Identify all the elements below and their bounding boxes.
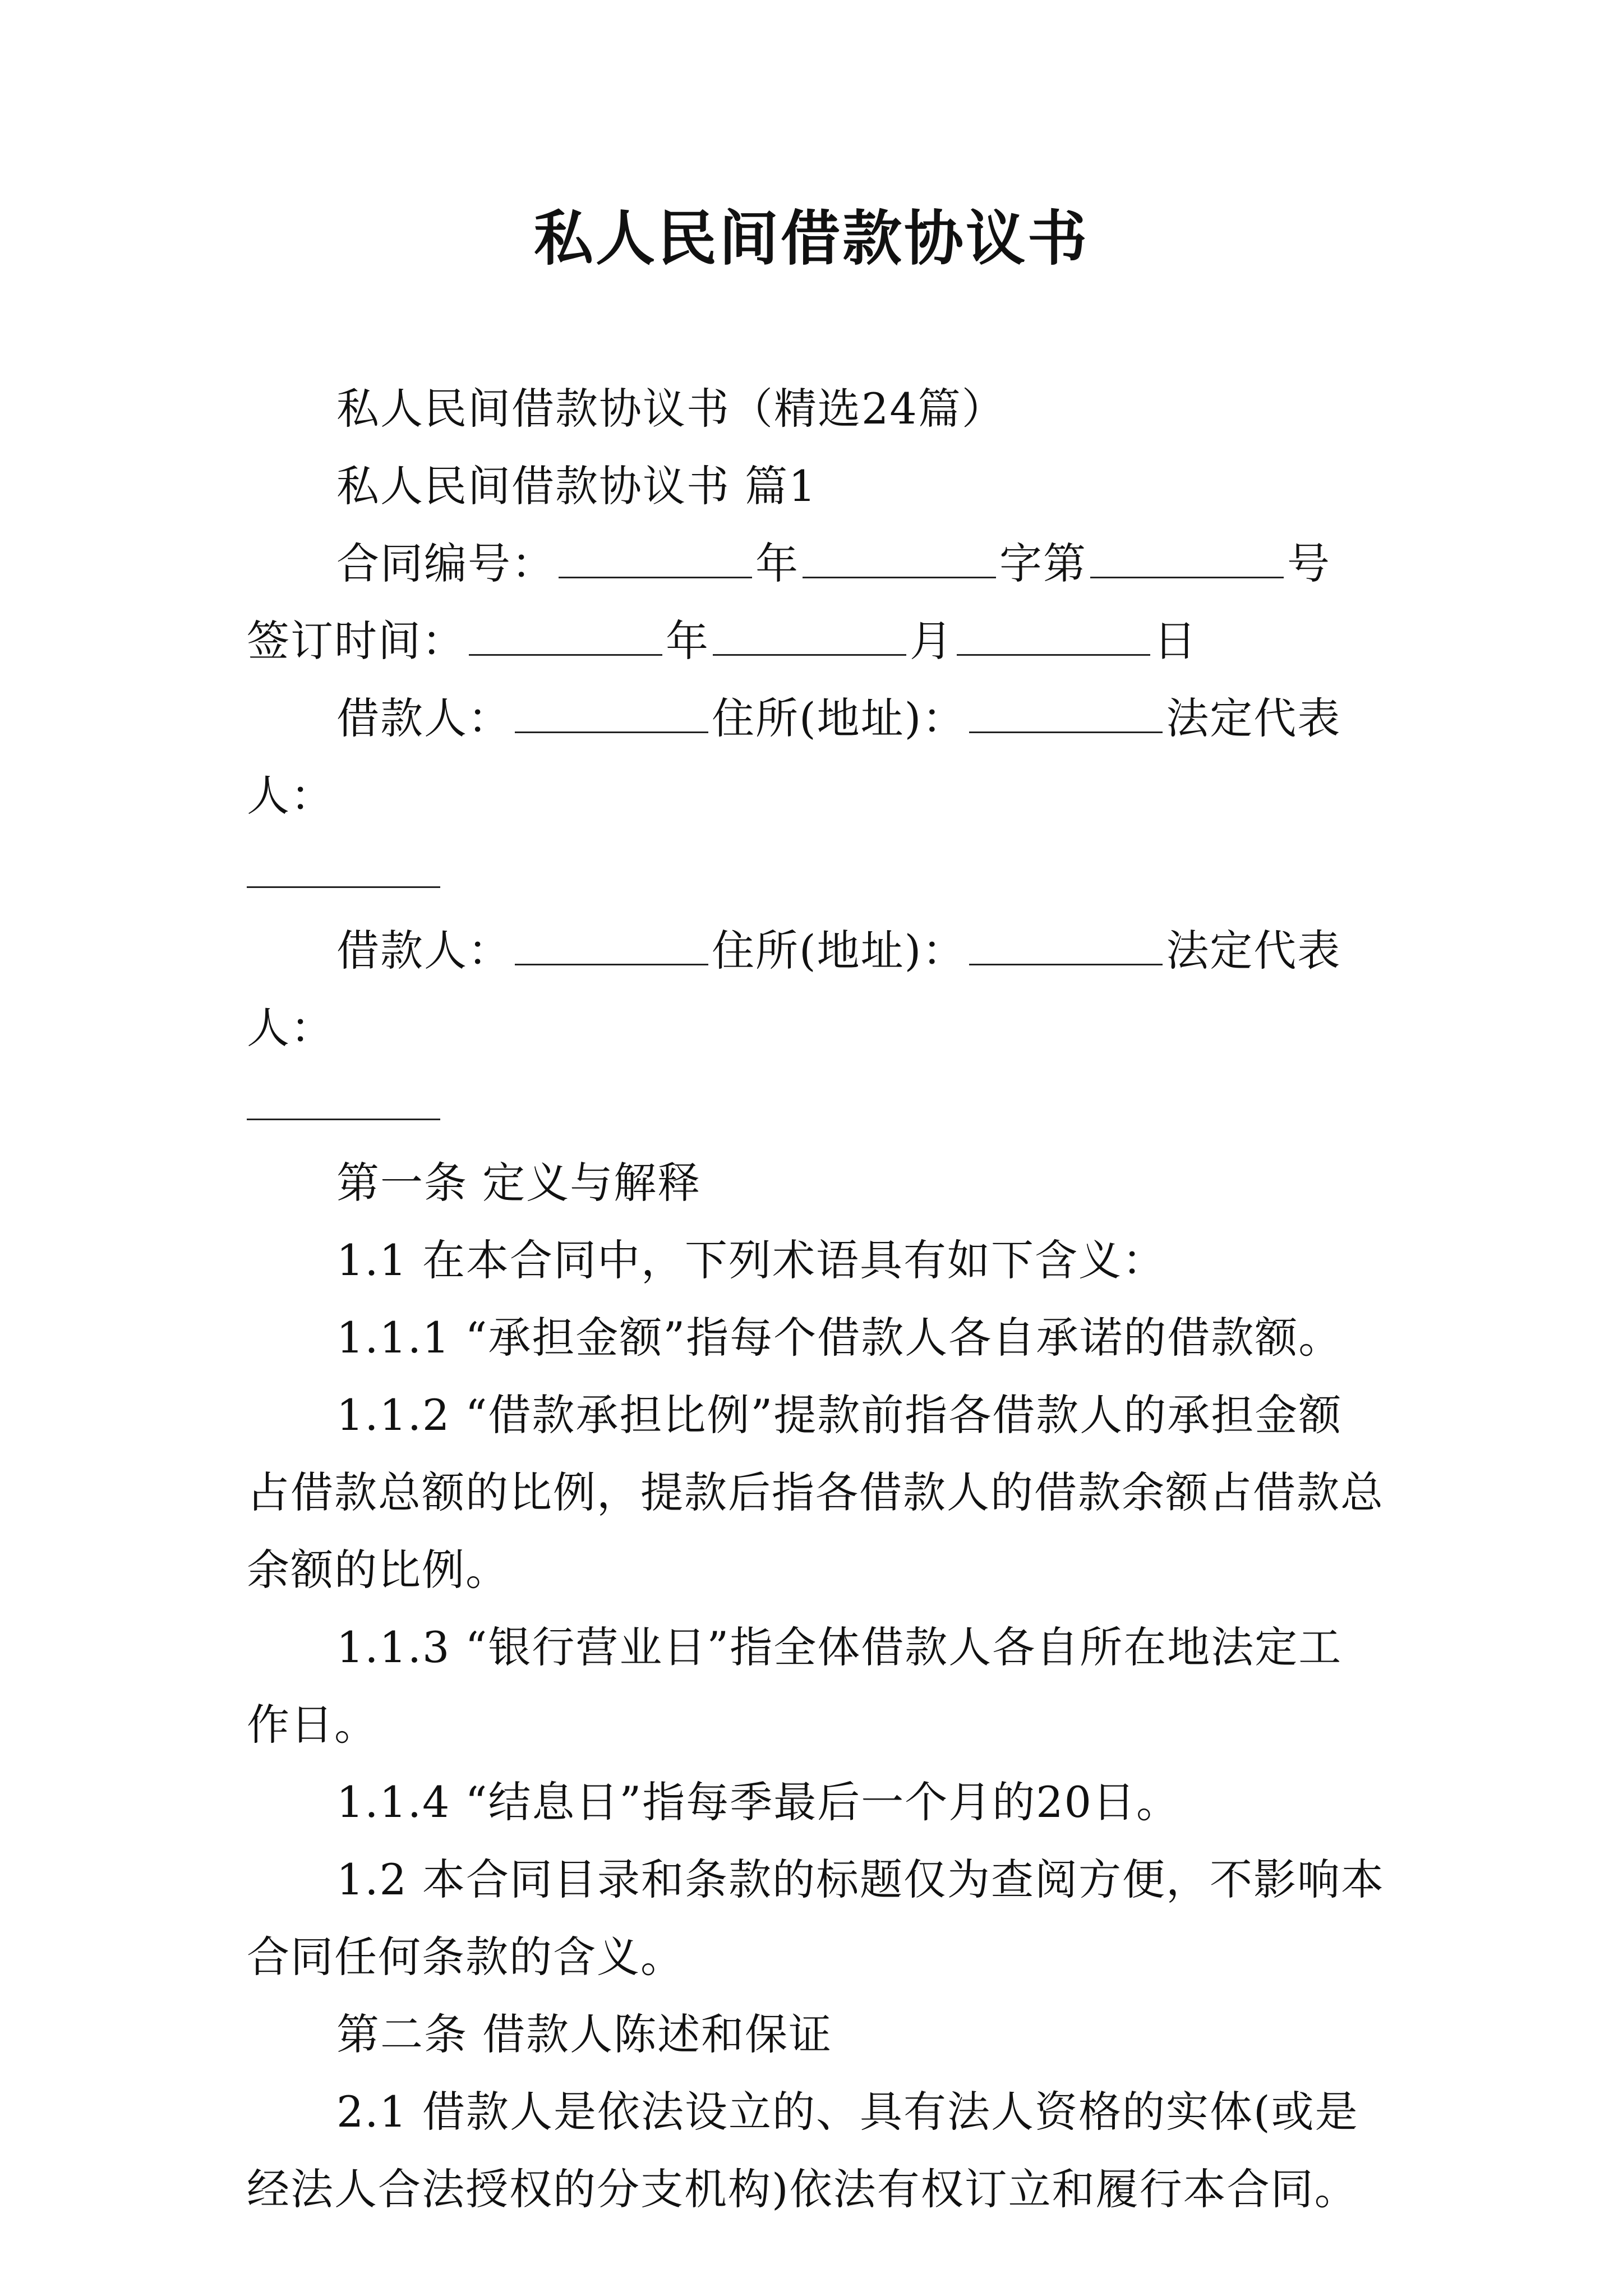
document-title: 私人民间借款协议书 [534, 203, 1089, 273]
address-label: 住所(地址)： [712, 926, 966, 976]
article-2-heading: 第二条 借款人陈述和保证 [336, 2009, 833, 2059]
clause-1-1-2: 1.1.2 “借款承担比例”提款前指各借款人的承担金额占借款总额的比例，提款后指各借款人的借款余额占借款总余额的比例。 [247, 1390, 1384, 1595]
borrower-line-1-cont [247, 835, 1385, 912]
year-label: 年 [666, 616, 709, 666]
contract-number-line [247, 525, 1385, 680]
intro-line: 私人民间借款协议书（精选24篇） [336, 384, 1006, 434]
chapter-heading: 私人民间借款协议书 篇1 [336, 461, 817, 511]
zi-di-label: 字第 [999, 539, 1087, 588]
blank-field[interactable] [559, 543, 752, 578]
hao-label: 号 [1287, 539, 1331, 588]
clause-1-1: 1.1 在本合同中，下列术语具有如下含义： [336, 1235, 1166, 1285]
clause-2-1: 2.1 借款人是依法设立的、具有法人资格的实体(或是经法人合法授权的分支机构)依法有权订立和履行本合同。 [247, 2087, 1359, 2214]
borrower-label: 借款人： [336, 693, 511, 743]
sign-time-label: 订时间： [291, 616, 465, 666]
clause-1-1-1: 1.1.1 “承担金额”指每个借款人各自承诺的借款额。 [336, 1313, 1343, 1363]
clause-1-1-4: 1.1.4 “结息日”指每季最后一个月的20日。 [336, 1777, 1180, 1827]
blank-field[interactable] [1090, 543, 1284, 578]
blank-field[interactable] [247, 1085, 440, 1120]
address-label: 住所(地址)： [712, 693, 966, 743]
borrower-line-1 [247, 680, 1385, 835]
blank-field[interactable] [969, 930, 1163, 965]
blank-field[interactable] [957, 620, 1150, 656]
article-1-heading: 第一条 定义与解释 [336, 1158, 702, 1208]
document-body [247, 370, 1385, 2228]
blank-field[interactable] [803, 543, 996, 578]
clause-1-1-3: 1.1.3 “银行营业日”指全体借款人各自所在地法定工作日。 [247, 1622, 1343, 1750]
sign-label: 签 [247, 616, 291, 666]
blank-field[interactable] [469, 620, 662, 656]
borrower-line-2 [247, 912, 1385, 1067]
day-label: 日 [1154, 616, 1197, 666]
blank-field[interactable] [713, 620, 906, 656]
borrower-line-2-cont [247, 1067, 1385, 1144]
representative-label: 法定代表人： [247, 693, 1341, 821]
blank-field[interactable] [969, 698, 1163, 733]
month-label: 月 [910, 616, 953, 666]
blank-field[interactable] [515, 698, 708, 733]
blank-field[interactable] [515, 930, 708, 965]
borrower-label: 借款人： [336, 926, 511, 976]
contract-no-label: 合同编号： [336, 539, 555, 588]
representative-label: 法定代表人： [247, 926, 1341, 1053]
clause-1-2: 1.2 本合同目录和条款的标题仅为查阅方便，不影响本合同任何条款的含义。 [247, 1855, 1385, 1982]
year-label: 年 [755, 539, 799, 588]
blank-field[interactable] [247, 853, 440, 888]
